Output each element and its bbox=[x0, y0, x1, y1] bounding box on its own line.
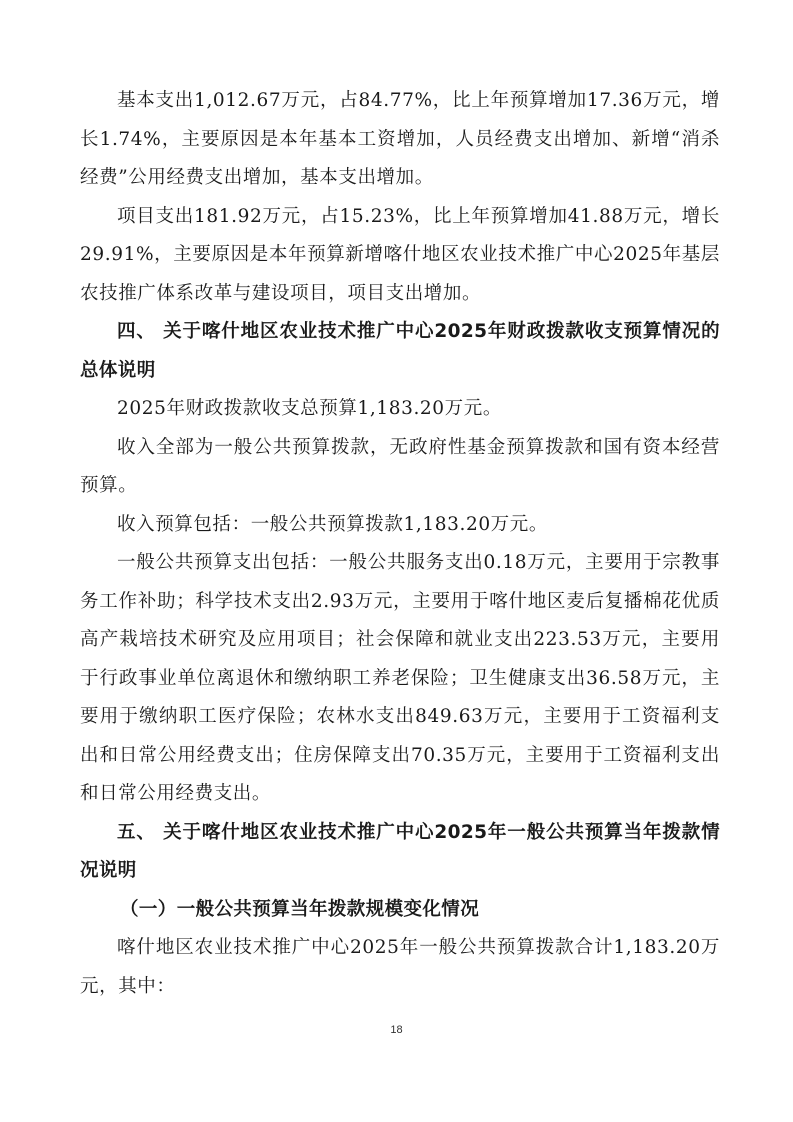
section-five-heading: 五、 关于喀什地区农业技术推广中心2025年一般公共预算当年拨款情况说明 bbox=[80, 821, 720, 881]
subsection-one-heading: （一）一般公共预算当年拨款规模变化情况 bbox=[120, 898, 480, 920]
public-budget-expenditure-paragraph: 一般公共预算支出包括：一般公共服务支出0.18万元，主要用于宗教事务工作补助；科学技术支出2.93万元，主要用于喀什地区麦后复播棉花优质高产栽培技术研究及应用项目；社会保障和就业支出223.53万元，主要用于行政事业单位离退休和缴纳职工养老保险；卫生健康支出36.58万元，主要用于缴纳职工医疗保险；农林水支出849.63万元，主要用于工资福利支出和日常公用经费支出；住房保障支出70.35万元，主要用于工资福利支出和日常公用经费支出。 bbox=[80, 552, 720, 804]
project-expenditure-paragraph: 项目支出181.92万元，占15.23%，比上年预算增加41.88万元，增长29.91%，主要原因是本年预算新增喀什地区农业技术推广中心2025年基层农技推广体系改革与建设项目，项目支出增加。 bbox=[80, 205, 720, 304]
total-budget-paragraph: 2025年财政拨款收支总预算1,183.20万元。 bbox=[117, 398, 502, 419]
page-number: 18 bbox=[390, 1024, 403, 1036]
income-source-paragraph: 收入全部为一般公共预算拨款，无政府性基金预算拨款和国有资本经营预算。 bbox=[80, 436, 720, 496]
income-budget-paragraph: 收入预算包括：一般公共预算拨款1,183.20万元。 bbox=[117, 513, 548, 535]
section-four-heading: 四、 关于喀什地区农业技术推广中心2025年财政拨款收支预算情况的总体说明 bbox=[80, 321, 720, 381]
document-body bbox=[80, 82, 720, 1006]
appropriation-total-paragraph: 喀什地区农业技术推广中心2025年一般公共预算拨款合计1,183.20万元，其中： bbox=[80, 937, 720, 997]
basic-expenditure-paragraph: 基本支出1,012.67万元，占84.77%，比上年预算增加17.36万元，增长1.74%，主要原因是本年基本工资增加，人员经费支出增加、新增“消杀经费”公用经费支出增加，基本支出增加。 bbox=[80, 90, 720, 188]
